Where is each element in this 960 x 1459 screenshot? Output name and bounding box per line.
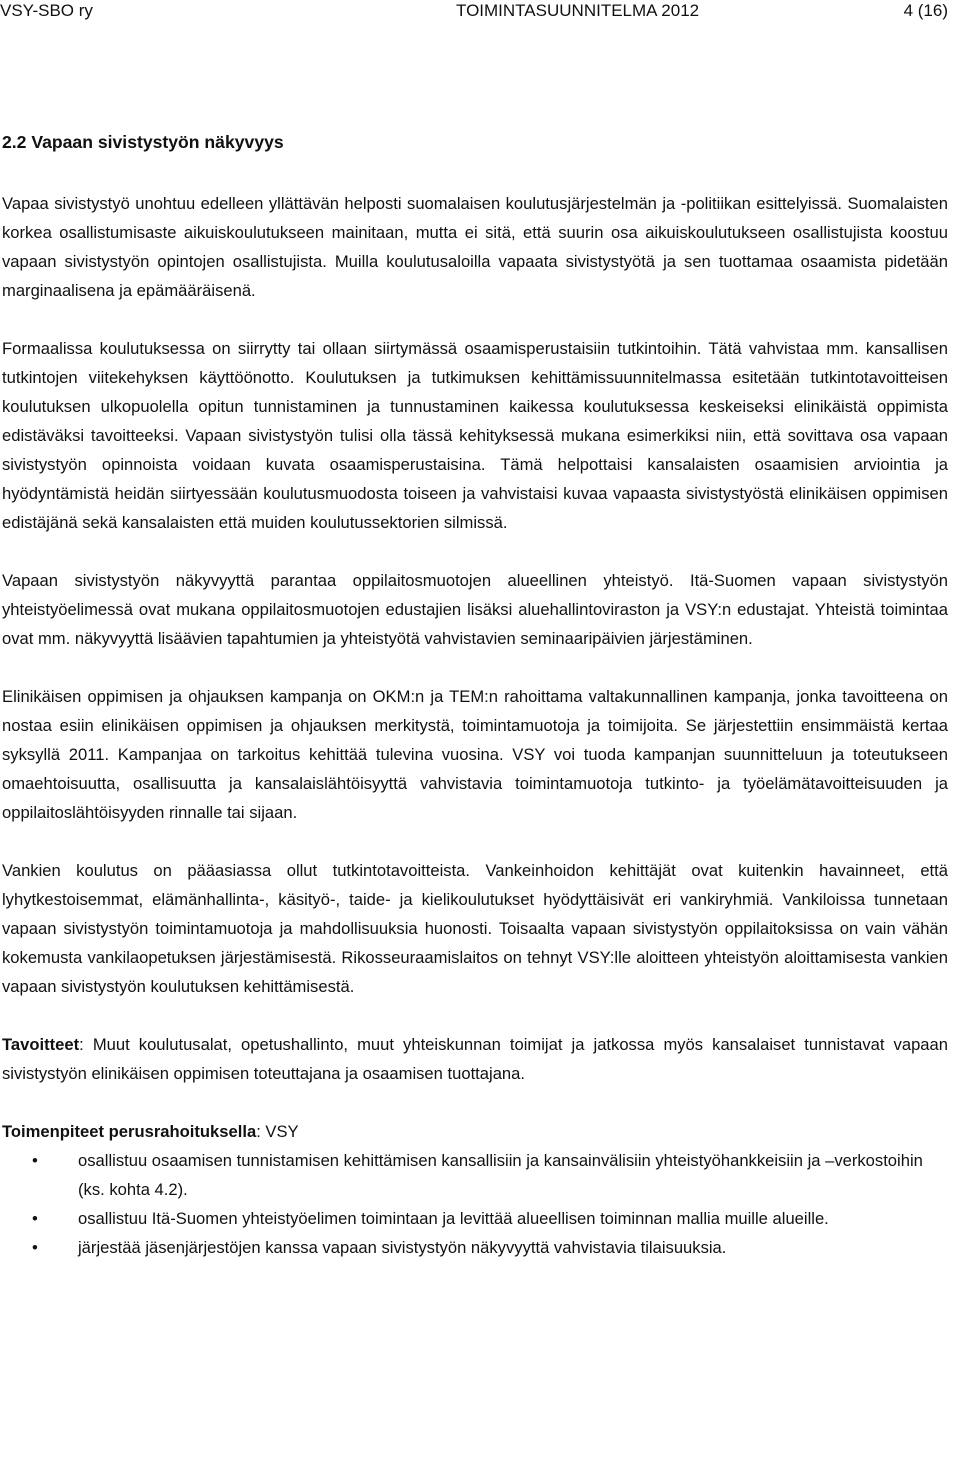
header-page-number: 4 (16): [903, 1, 948, 20]
page-header: [0, 0, 960, 22]
list-item-text: järjestää jäsenjärjestöjen kanssa vapaan sivistystyön näkyvyyttä vahvistavia tilaisuuksia.: [78, 1238, 727, 1257]
bullet-icon: •: [32, 1209, 38, 1228]
measures-heading: [2, 1117, 948, 1146]
list-item: [2, 1146, 948, 1204]
measures-label: Toimenpiteet perusrahoituksella: [2, 1122, 257, 1141]
paragraph-visibility-intro: Vapaa sivistystyö unohtuu edelleen yllättävän helposti suomalaisen koulutusjärjestelmän ja -politiikan esittelyissä. Suomalaisten korkea osallistumisaste aikuiskoulutukseen mainitaan, mutta ei sitä, että suurin osa aikuiskoulutukseen osallistujista koostuu vapaan sivistystyön opintojen osallistujista. Muilla koulutusaloilla vapaata sivistystyötä ja sen tuottamaa osaamista pidetään marginaalisena ja epämääräisenä.: [2, 194, 948, 300]
goals-label: Tavoitteet: [2, 1035, 80, 1054]
bullet-icon: •: [32, 1151, 38, 1170]
goals-text: : Muut koulutusalat, opetushallinto, muut yhteiskunnan toimijat ja jatkossa myös kansalaiset tunnistavat vapaan sivistystyön elinikäisen oppimisen toteuttajana ja osaamisen tuottajana.: [2, 1035, 948, 1083]
measures-list: [2, 1146, 948, 1262]
paragraph-regional-cooperation: Vapaan sivistystyön näkyvyyttä parantaa oppilaitosmuotojen alueellinen yhteistyö. Itä-Suomen vapaan sivistystyön yhteistyöelimessä ovat mukana oppilaitosmuotojen edustajien lisäksi aluehallintoviraston ja VSY:n edustajat. Yhteistä toimintaa ovat mm. näkyvyyttä lisäävien tapahtumien ja yhteistyötä vahvistavien seminaaripäivien järjestäminen.: [2, 571, 948, 648]
list-item-text: osallistuu osaamisen tunnistamisen kehittämisen kansallisiin ja kansainvälisiin yhteistyöhankkeisiin ja –verkostoihin (ks. kohta 4.2).: [78, 1151, 923, 1199]
bullet-icon: •: [32, 1238, 38, 1257]
header-document-title: TOIMINTASUUNNITELMA 2012: [456, 1, 700, 20]
paragraph-formal-education: Formaalissa koulutuksessa on siirrytty tai ollaan siirtymässä osaamisperustaisiin tutkintoihin. Tätä vahvistaa mm. kansallisen tutkintojen viitekehyksen käyttöönotto. Koulutuksen ja tutkimuksen kehittämissuunnitelmassa esitetään tutkintotavoitteisen koulutuksen ulkopuolella opitun tunnistaminen ja tunnustaminen kaikessa koulutuksessa keskeiseksi elinikäistä oppimista edistäväksi tavoitteeksi. Vapaan sivistystyön tulisi olla tässä kehityksessä mukana esimerkiksi niin, että sovittava osa vapaan sivistystyön opinnoista voidaan kuvata osaamisperustaisina. Tämä helpottaisi kansalaisten osaamisien arviointia ja hyödyntämistä heidän siirtyessään koulutusmuodosta toiseen ja vahvistaisi kuvaa vapaasta sivistystyöstä elinikäisen oppimisen edistäjänä sekä kansalaisten että muiden koulutussektorien silmissä.: [2, 339, 948, 532]
document-body: [2, 189, 948, 1262]
list-item: [2, 1204, 948, 1233]
measures-suffix: : VSY: [256, 1122, 299, 1141]
paragraph-lifelong-learning-campaign: Elinikäisen oppimisen ja ohjauksen kampanja on OKM:n ja TEM:n rahoittama valtakunnallinen kampanja, jonka tavoitteena on nostaa esiin elinikäisen oppimisen ja ohjauksen merkitystä, toimintamuotoja ja toimijoita. Se järjestettiin ensimmäistä kertaa syksyllä 2011. Kampanjaa on tarkoitus kehittää tulevina vuosina. VSY voi tuoda kampanjan suunnitteluun ja toteutukseen omaehtoisuutta, osallisuutta ja kansalaislähtöisyyttä vahvistavia toimintamuotoja tutkinto- ja työelämätavoitteisuuden ja oppilaitoslähtöisyyden rinnalle tai sijaan.: [2, 687, 948, 822]
list-item-text: osallistuu Itä-Suomen yhteistyöelimen toimintaan ja levittää alueellisen toiminnan mallia muille alueille.: [78, 1209, 829, 1228]
header-organization: VSY-SBO ry: [0, 1, 93, 20]
paragraph-prisoner-education: Vankien koulutus on pääasiassa ollut tutkintotavoitteista. Vankeinhoidon kehittäjät ovat kuitenkin havainneet, että lyhytkestoisemmat, elämänhallinta-, käsityö-, taide- ja kielikoulutukset hyödyttäisivät eri vankiryhmiä. Vankiloissa tunnetaan vapaan sivistystyön toimintamuotoja ja mahdollisuuksia huonosti. Toisaalta vapaan sivistystyön oppilaitoksissa on vain vähän kokemusta vankilaopetuksen järjestämisestä. Rikosseuraamislaitos on tehnyt VSY:lle aloitteen yhteistyön aloittamisesta vankien vapaan sivistystyön koulutuksen kehittämisestä.: [2, 861, 948, 996]
list-item: [2, 1233, 948, 1262]
section-heading: 2.2 Vapaan sivistystyön näkyvyys: [2, 132, 284, 152]
goals-paragraph: [2, 1030, 948, 1088]
